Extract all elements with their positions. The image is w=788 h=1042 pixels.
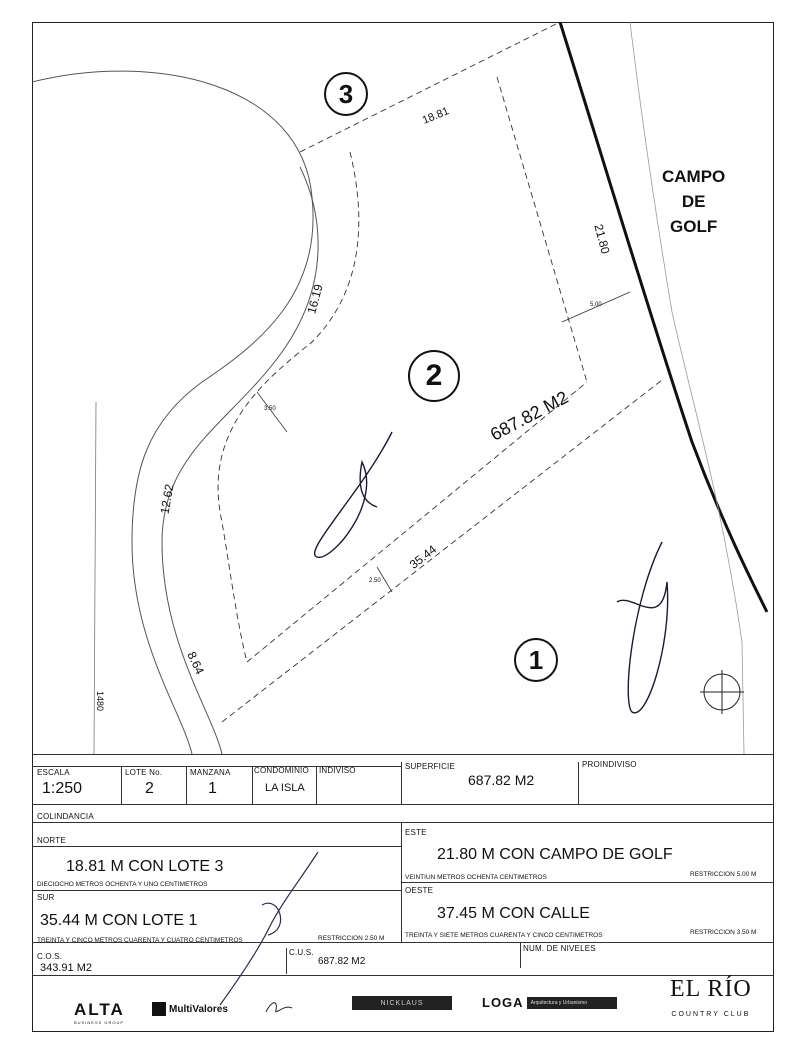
superficie-value: 687.82 M2 <box>468 772 535 788</box>
dim-south: 35.44 <box>406 542 440 572</box>
este-value: 21.80 M CON CAMPO DE GOLF <box>437 846 673 863</box>
lot-number-3: 3 <box>324 72 368 116</box>
escala-label: ESCALA <box>37 768 70 777</box>
site-plan <box>32 22 774 754</box>
nicklaus-logo-text: NICKLAUS <box>380 999 424 1007</box>
multivalores-logo <box>152 1002 228 1016</box>
signature-plan-1 <box>315 432 392 557</box>
golf-boundary-line <box>560 22 767 612</box>
lote-label: LOTE No. <box>125 768 163 777</box>
dim-curve-lower: 12.62 <box>157 482 177 516</box>
escala-value: 1:250 <box>42 780 83 797</box>
dim-street: 1480 <box>95 690 106 712</box>
golf-edge-line <box>630 22 744 754</box>
lot-2-east-edge <box>497 77 587 382</box>
cus-value: 687.82 M2 <box>318 956 366 967</box>
golf-course-label <box>662 164 725 239</box>
street-curve-inner <box>32 71 313 754</box>
dim-curve-upper: 16.19 <box>304 282 326 316</box>
divider <box>401 762 402 804</box>
table-top-border <box>32 754 774 755</box>
golf-label-line-1: CAMPO <box>662 167 726 186</box>
signature-plan-2 <box>617 542 668 713</box>
divider <box>252 766 253 804</box>
logos-top <box>32 975 774 976</box>
lote-value: 2 <box>145 780 154 797</box>
este-words: VEINTIUN METROS OCHENTA CENTIMETROS <box>405 874 547 881</box>
elrio-logo <box>670 976 752 1018</box>
condominio-value: LA ISLA <box>265 782 305 794</box>
condominio-label: CONDOMINIO <box>254 766 309 775</box>
dim-north: 18.81 <box>420 105 451 127</box>
niveles-label: NUM. DE NIVELES <box>523 944 596 953</box>
este-restriccion: RESTRICCION 5.00 M <box>690 871 757 878</box>
golf-label-line-3: GOLF <box>670 217 718 236</box>
dim-south-setback: 2.50 <box>369 578 381 584</box>
compass-cross <box>700 670 744 714</box>
divider <box>121 766 122 804</box>
divider <box>578 762 579 804</box>
dim-curve-setback: 3.50 <box>264 406 276 412</box>
divider <box>316 766 317 804</box>
table-row1-bottom <box>32 804 774 805</box>
colindancia-bottom <box>32 942 774 943</box>
norte-label: NORTE <box>37 836 66 845</box>
colindancia-rule <box>32 822 774 823</box>
oeste-label: OESTE <box>405 886 434 895</box>
lot-2-north-edge <box>218 152 359 662</box>
dim-east-setback: 5.00 <box>590 302 602 308</box>
divider <box>286 948 287 974</box>
cos-value: 343.91 M2 <box>40 962 92 974</box>
lot-1-north-edge <box>222 380 662 722</box>
norte-value: 18.81 M CON LOTE 3 <box>66 858 224 875</box>
golf-label-line-2: DE <box>681 192 706 211</box>
indiviso-label: INDIVISO <box>319 766 356 775</box>
dim-west: 8.64 <box>184 649 207 677</box>
sur-value: 35.44 M CON LOTE 1 <box>40 912 198 929</box>
sur-label: SUR <box>37 893 55 902</box>
multivalores-logo-text: MultiValores <box>169 1003 228 1015</box>
norte-words: DIECIOCHO METROS OCHENTA Y UNO CENTIMETROS <box>37 881 208 888</box>
loga-logo-text: LOGA <box>482 995 524 1010</box>
nicklaus-logo <box>352 996 452 1010</box>
sur-words: TREINTA Y CINCO METROS CUARENTA Y CUATRO CENTIMETROS <box>37 937 243 944</box>
multivalores-mark-icon <box>152 1002 166 1016</box>
script-logo-icon <box>262 996 298 1018</box>
este-bottom <box>401 882 774 883</box>
lot-area-label: 687.82 M2 <box>487 387 572 445</box>
divider <box>186 766 187 804</box>
curve-setback-line <box>257 392 287 432</box>
cus-label: C.U.S. <box>289 948 314 957</box>
alta-logo-sub: BUSINESS GROUP <box>74 1020 125 1025</box>
lot-number-1: 1 <box>514 638 558 682</box>
alta-logo-text: ALTA <box>74 1000 125 1019</box>
script-logo <box>262 996 298 1018</box>
elrio-logo-text: EL RÍO <box>670 976 752 1002</box>
cos-label: C.O.S. <box>37 952 63 961</box>
alta-logo <box>74 1000 125 1025</box>
manzana-value: 1 <box>208 780 217 797</box>
manzana-label: MANZANA <box>190 768 231 777</box>
loga-logo-sub: Arquitectura y Urbanismo <box>527 997 617 1009</box>
lot-number-2: 2 <box>408 350 460 402</box>
proindiviso-label: PROINDIVISO <box>582 760 637 769</box>
oeste-value: 37.45 M CON CALLE <box>437 905 590 922</box>
norte-rule <box>32 846 401 847</box>
oeste-restriccion: RESTRICCION 3.50 M <box>690 929 757 936</box>
este-label: ESTE <box>405 828 427 837</box>
dim-east: 21.80 <box>591 222 613 256</box>
colindancia-label: COLINDANCIA <box>37 812 94 821</box>
oeste-words: TREINTA Y SIETE METROS CUARENTA Y CINCO CENTIMETROS <box>405 932 603 939</box>
sur-restriccion: RESTRICCION 2.50 M <box>318 935 385 942</box>
plan-drawing <box>32 22 774 754</box>
norte-bottom <box>32 890 401 891</box>
elrio-logo-sub: COUNTRY CLUB <box>671 1011 751 1018</box>
loga-logo <box>482 995 617 1010</box>
divider <box>520 942 521 968</box>
superficie-label: SUPERFICIE <box>405 762 456 771</box>
